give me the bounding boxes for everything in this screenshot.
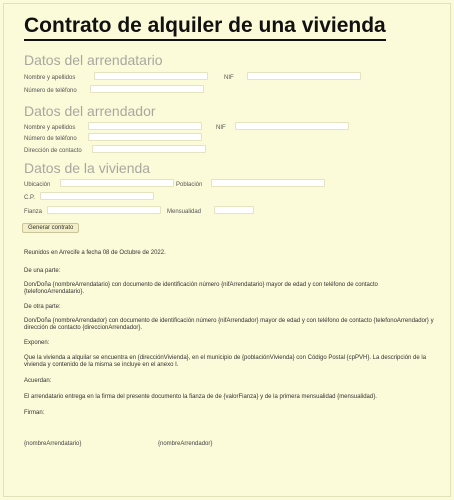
section-vivienda-heading: Datos de la vivienda	[24, 160, 151, 176]
arrendatario-nombre-label: Nombre y apellidos	[24, 75, 76, 81]
arrendador-nif-label: NIF	[216, 125, 226, 131]
vivienda-ubicacion-input[interactable]	[60, 179, 174, 187]
vivienda-fianza-label: Fianza	[24, 209, 43, 215]
signature-arrendatario: {nombreArrendatario}	[24, 441, 82, 447]
arrendador-nombre-input[interactable]	[88, 122, 202, 130]
contract-paragraph-fianza: El arrendatario entrega en la firma del presente documento la fianza de de {valorFianza} y de la primera mensualidad {mensualidad}.	[24, 394, 377, 400]
arrendatario-nif-label: NIF	[224, 75, 234, 81]
contract-paragraph-firman: Firman:	[24, 410, 45, 416]
arrendatario-nif-input[interactable]	[247, 72, 361, 80]
vivienda-fianza-input[interactable]	[47, 206, 161, 214]
generar-contrato-button[interactable]: Generar contrato	[22, 223, 79, 233]
contract-paragraph-una-parte: De una parte:	[24, 268, 61, 274]
arrendador-nombre-label: Nombre y apellidos	[24, 125, 76, 131]
vivienda-poblacion-label: Población	[176, 182, 203, 188]
arrendador-nif-input[interactable]	[235, 122, 349, 130]
vivienda-mensualidad-input[interactable]	[214, 206, 254, 214]
contract-paragraph-vivienda: Que la vivienda a alquilar se encuentra en {direcciónVivienda}, en el municipio de {poblaciónVivienda} con Código Postal {cpPVH}. La descripción de la vivienda y contenido de la misma se incluye en el anexo I.	[24, 355, 427, 368]
arrendador-direccion-input[interactable]	[92, 145, 206, 153]
contract-paragraph-otra-parte: De otra parte:	[24, 304, 61, 310]
vivienda-ubicacion-label: Ubicación	[24, 182, 51, 188]
arrendador-telefono-input[interactable]	[88, 133, 202, 141]
vivienda-poblacion-input[interactable]	[211, 179, 325, 187]
vivienda-mensualidad-label: Mensualidad	[167, 209, 202, 215]
contract-paragraph-fecha: Reunidos en Arrecife a fecha 08 de Octubre de 2022.	[24, 250, 166, 256]
contract-paragraph-arrendatario: Don/Doña {nombreArrendatario} con documento de identificación número {nifArrendatario} mayor de edad y con teléfono de contacto {telefonoArrendatario}.	[24, 282, 378, 295]
arrendatario-telefono-label: Número de teléfono	[24, 88, 77, 94]
page-title: Contrato de alquiler de una vivienda	[24, 14, 386, 41]
contract-paragraph-acuerdan: Acuerdan:	[24, 378, 52, 384]
vivienda-cp-label: C.P.	[24, 195, 35, 201]
vivienda-cp-input[interactable]	[40, 192, 154, 200]
contract-paragraph-arrendador: Don/Doña {nombreArrendador} con documento de identificación número {nifArrendador} mayor de edad y con teléfono de contacto {telefonoArrendador} y dirección de contacto {direccionArrendador}.	[24, 318, 434, 331]
contract-paragraph-exponen: Exponen:	[24, 340, 50, 346]
arrendatario-telefono-input[interactable]	[90, 85, 204, 93]
signature-arrendador: {nombreArrendador}	[158, 441, 213, 447]
arrendador-direccion-label: Dirección de contacto	[24, 148, 82, 154]
section-arrendatario-heading: Datos del arrendatario	[24, 52, 163, 68]
arrendador-telefono-label: Número de teléfono	[24, 136, 77, 142]
section-arrendador-heading: Datos del arrendador	[24, 103, 156, 119]
arrendatario-nombre-input[interactable]	[94, 72, 208, 80]
